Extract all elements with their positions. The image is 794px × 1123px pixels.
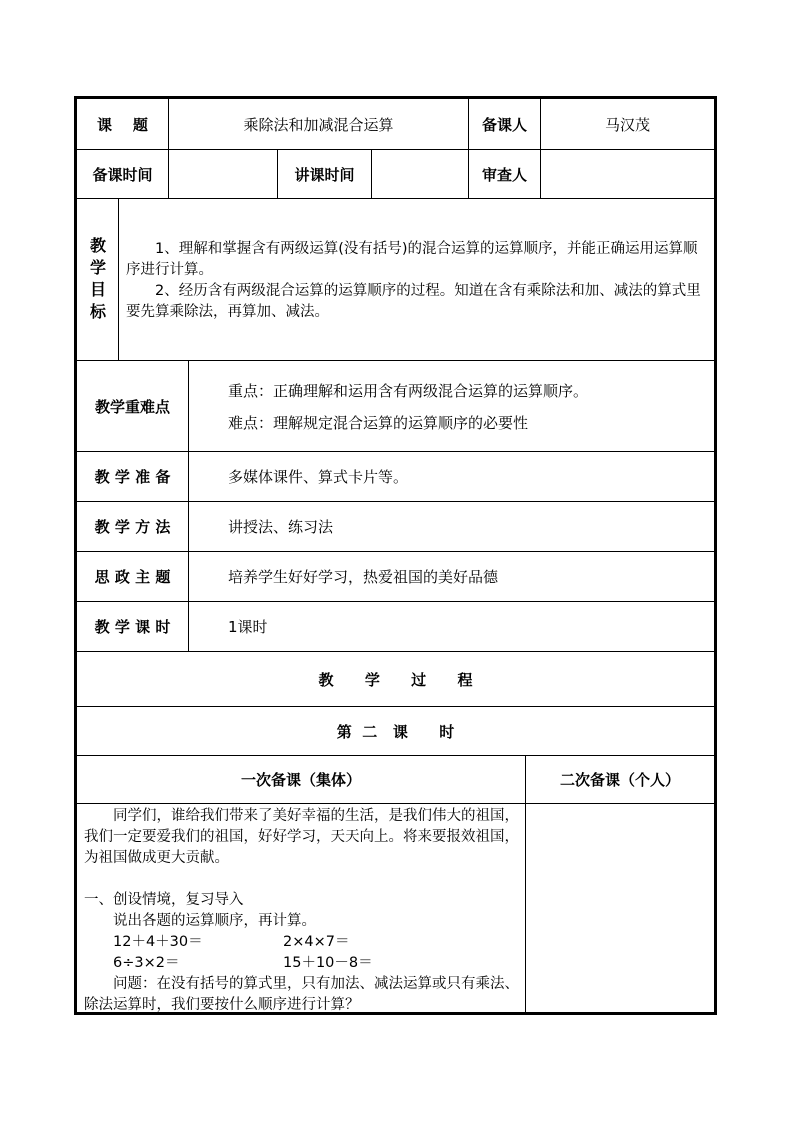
preparer-value: 马汉茂 bbox=[604, 115, 650, 134]
reviewer-value bbox=[541, 150, 714, 198]
objectives-text bbox=[126, 239, 710, 323]
preparation-value: 多媒体课件、算式卡片等。 bbox=[228, 468, 409, 486]
method-value: 讲授法、练习法 bbox=[228, 518, 334, 536]
row-divider bbox=[77, 198, 714, 199]
equation: 6÷3×2＝ bbox=[113, 955, 180, 971]
lecture-time-label: 讲课时间 bbox=[294, 165, 355, 184]
objective-item: 1、理解和掌握含有两级运算(没有括号)的混合运算的运算顺序，并能正确运用运算顺序进行计算。 bbox=[126, 241, 698, 278]
equation: 12＋4＋30＝ bbox=[113, 934, 203, 950]
second-prep-header: 二次备课（个人） bbox=[559, 771, 680, 789]
topic-label: 课 题 bbox=[97, 115, 148, 134]
col-divider bbox=[188, 360, 189, 651]
lecture-time-value bbox=[372, 150, 468, 198]
topic-value: 乘除法和加减混合运算 bbox=[243, 115, 394, 134]
ideology-label: 思 政 主 题 bbox=[94, 568, 171, 586]
row-divider bbox=[77, 803, 714, 804]
col-divider bbox=[118, 198, 119, 360]
key-points-label: 教学重难点 bbox=[94, 397, 170, 416]
question-text: 问题：在没有括号的算式里，只有加法、减法运算或只有乘法、除法运算时，我们要按什么顺序进行计算？ bbox=[84, 976, 519, 1013]
lesson-title: 第 二 课 时 bbox=[336, 722, 455, 741]
method-label: 教 学 方 法 bbox=[94, 518, 171, 536]
hours-value: 1课时 bbox=[228, 618, 268, 636]
objectives-label: 教学目标 bbox=[89, 236, 106, 321]
focus-text: 重点：正确理解和运用含有两级混合运算的运算顺序。 bbox=[228, 381, 589, 400]
ideology-value: 培养学生好好学习，热爱祖国的美好品德 bbox=[228, 568, 499, 586]
equation: 15＋10－8＝ bbox=[283, 955, 373, 971]
difficulty-text: 难点：理解规定混合运算的运算顺序的必要性 bbox=[228, 413, 529, 432]
prep-time-label: 备课时间 bbox=[92, 165, 153, 184]
objective-item: 2、经历含有两级混合运算的运算顺序的过程。知道在含有乘除法和加、减法的算式里要先算乘除法，再算加、减法。 bbox=[126, 283, 701, 320]
intro-paragraph: 同学们，谁给我们带来了美好幸福的生活，是我们伟大的祖国，我们一定要爱我们的祖国，好好学习，天天向上。将来要报效祖国，为祖国做成更大贡献。 bbox=[84, 808, 519, 866]
prep-time-value bbox=[169, 150, 277, 198]
preparation-label: 教 学 准 备 bbox=[94, 468, 171, 486]
first-prep-header: 一次备课（集体） bbox=[240, 771, 361, 789]
lesson-content bbox=[84, 806, 520, 1016]
hours-label: 教 学 课 时 bbox=[94, 618, 171, 636]
process-title: 教 学 过 程 bbox=[318, 670, 473, 689]
preparer-label: 备课人 bbox=[481, 115, 527, 134]
reviewer-label: 审查人 bbox=[481, 165, 527, 184]
section-heading: 一、创设情境，复习导入 bbox=[84, 892, 244, 908]
instruction-text: 说出各题的运算顺序，再计算。 bbox=[113, 913, 316, 929]
equation: 2×4×7＝ bbox=[283, 934, 350, 950]
